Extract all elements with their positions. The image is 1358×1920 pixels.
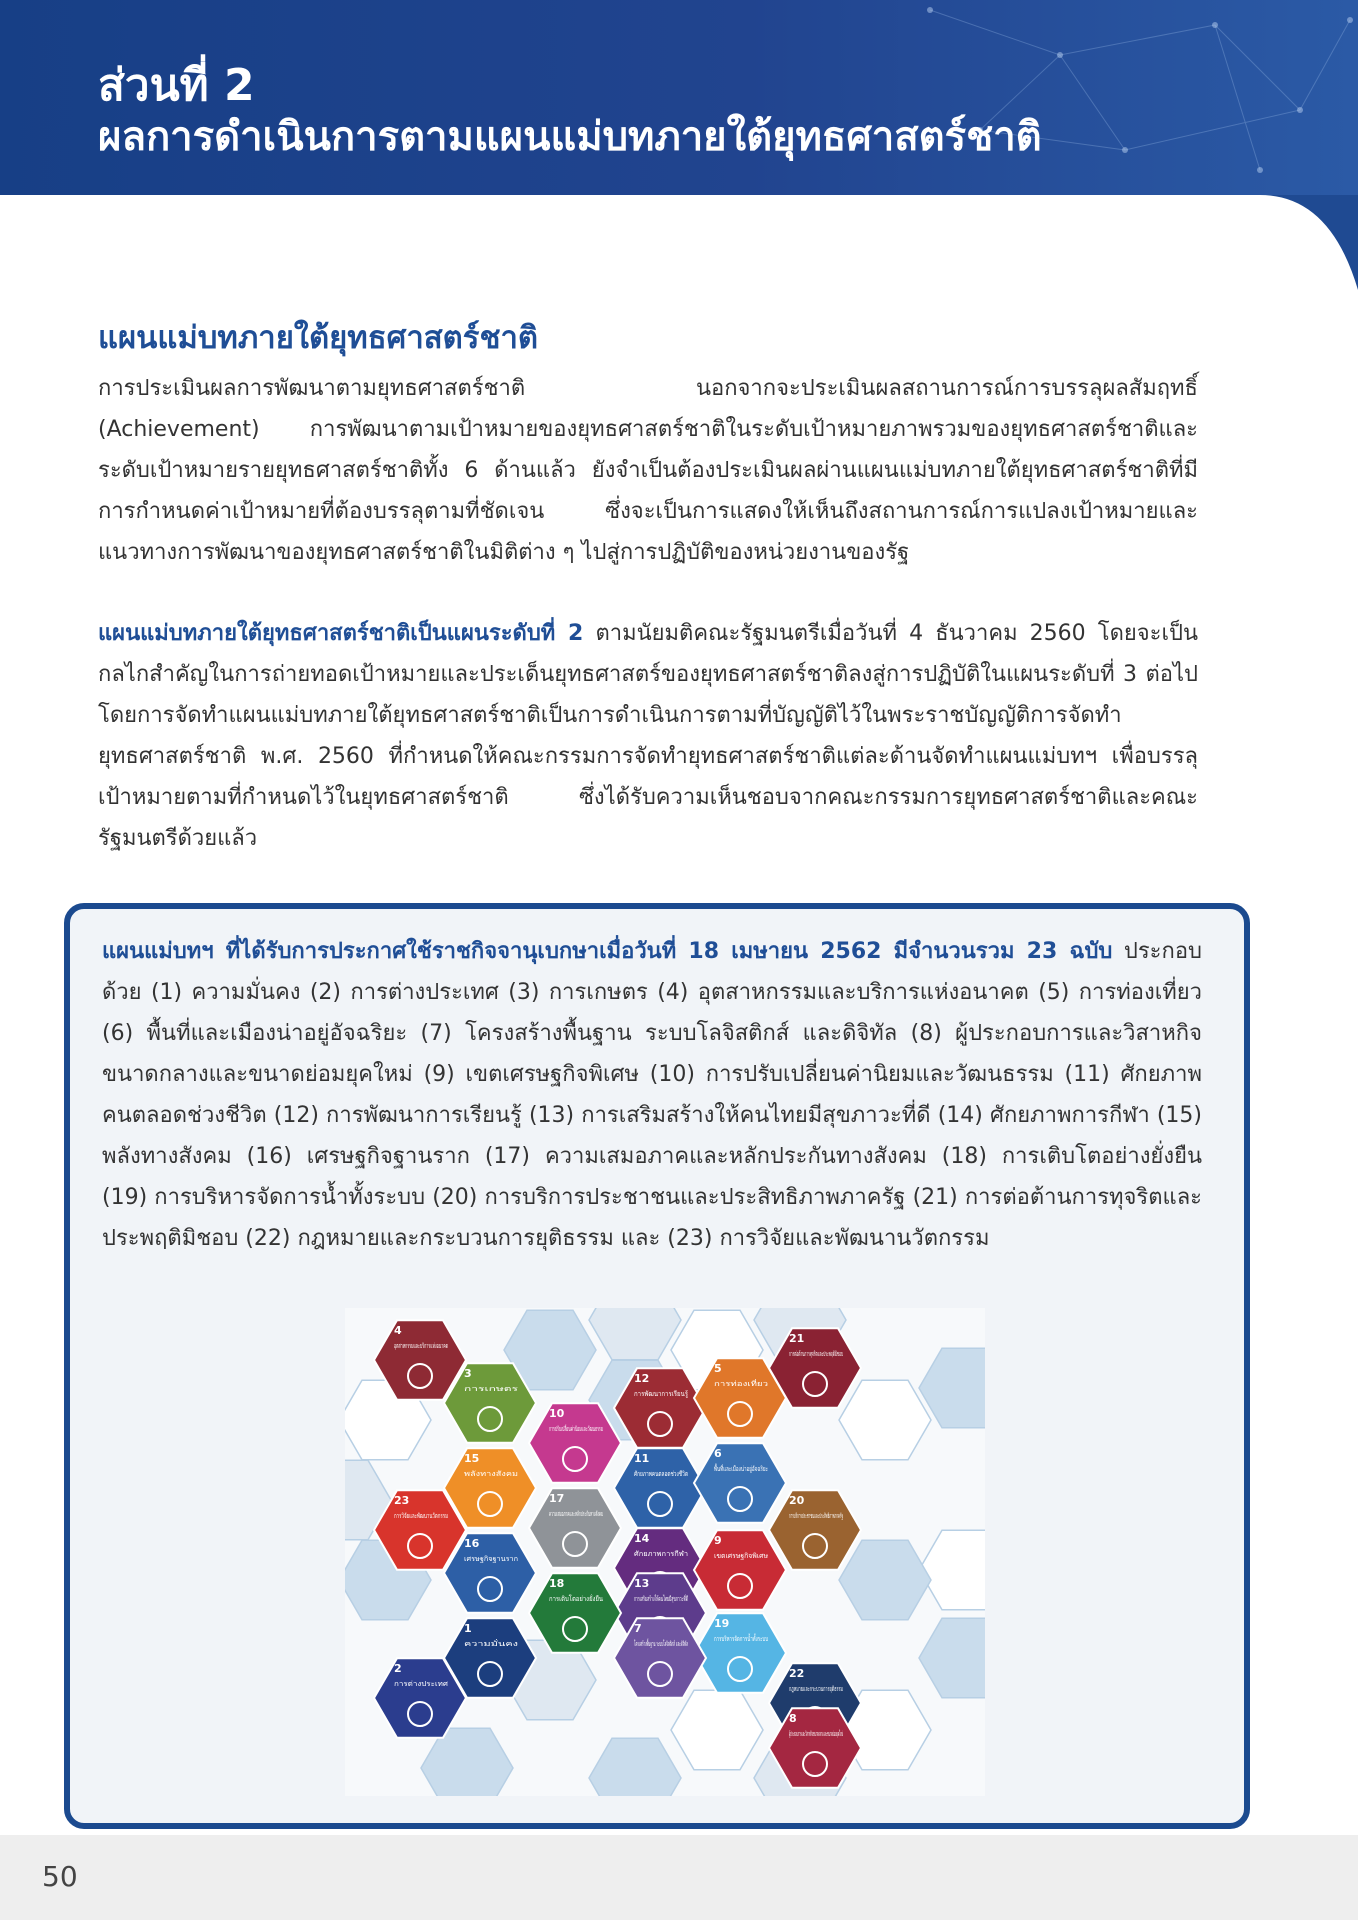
header-curve [0,0,1358,300]
hexagon-label: พื้นที่และเมืองน่าอยู่อัจฉริยะ [714,1465,797,1473]
hexagon-label: ศักยภาพคนตลอดช่วงชีวิต [634,1470,689,1478]
background-hexagon [589,1308,681,1360]
hexagon-label: การท่องเที่ยว [714,1380,754,1388]
hexagon-number: 6 [714,1447,722,1460]
hexagon-label: การพัฒนาการเรียนรู้ [634,1390,689,1398]
hexagon-label [634,1594,688,1603]
section-title: แผนแม่บทภายใต้ยุทธศาสตร์ชาติ [98,320,539,356]
hexagon-label: อุตสาหกรรมและบริการแห่งอนาคต [394,1342,449,1350]
hexagon-number: 10 [549,1407,565,1420]
master-plans-lead: แผนแม่บทฯ ที่ได้รับการประกาศใช้ราชกิจจานุเบกษาเมื่อวันที่ 18 เมษายน 2562 มีจำนวนรวม 23 ฉบับ [102,939,1113,964]
master-plans-text [102,931,1202,1259]
hexagon-number: 3 [464,1367,472,1380]
hexagon-label: การเกษตร [464,1385,519,1393]
hexagon-number: 15 [464,1452,480,1465]
hexagon-number: 19 [714,1617,730,1630]
background-hexagon [919,1618,985,1698]
master-plan-hex-17 [529,1488,621,1568]
master-plans-box [64,903,1250,1829]
footer-band [0,1835,1358,1920]
background-hexagon [589,1738,681,1796]
hexagon-number: 12 [634,1372,650,1385]
hexagon-number: 21 [789,1332,805,1345]
part-title: ผลการดำเนินการตามแผนแม่บทภายใต้ยุทธศาสตร์ชาติ [98,114,1042,160]
hexagon-label: การต่อต้านการทุจริตและประพฤติมิชอบ [789,1350,843,1358]
hexagon-label: การเติบโตอย่างยั่งยืน [549,1595,613,1603]
master-plan-hex-9 [694,1530,786,1610]
hexagon-label [549,1424,603,1433]
hexagon-label: พลังทางสังคม [464,1470,518,1478]
plan-paragraph-body: ตามนัยมติคณะรัฐมนตรีเมื่อวันที่ 4 ธันวาคม 2560 โดยจะเป็นกลไกสำคัญในการถ่ายทอดเป้าหมายและประเด็นยุทธศาสตร์ของยุทธศาสตร์ชาติลงสู่การปฏิบัติในแผนระดับที่ 3 ต่อไป โดยการจัดทำแผนแม่บทภายใต้ยุทธศาสตร์ชาติเป็นการดำเนินการตามที่บัญญัติไว้ในพระราชบัญญัติการจัดทำยุทธศาสตร์ชาติ พ.ศ. 2560 ที่กำหนดให้คณะกรรมการจัดทำยุทธศาสตร์ชาติแต่ละด้านจัดทำแผนแม่บทฯ เพื่อบรรลุเป้าหมายตามที่กำหนดไว้ในยุทธศาสตร์ชาติ ซึ่งได้รับความเห็นชอบจากคณะกรรมการยุทธศาสตร์ชาติและคณะรัฐมนตรีด้วยแล้ว [98,621,1198,851]
hexagon-label: กฎหมายและกระบวนการยุติธรรม [789,1685,843,1693]
hexagon-label: ความเสมอภาคและหลักประกันทางสังคม [549,1510,603,1518]
hexagon-label: ศักยภาพการกีฬา [634,1550,689,1558]
plan-paragraph [98,613,1198,859]
hexagon-label: ความมั่นคง [464,1640,499,1648]
page-number: 50 [42,1860,78,1893]
hexagon-number: 5 [714,1362,722,1375]
hexagon-number: 16 [464,1537,480,1550]
hexagon-number: 20 [789,1494,805,1507]
hexagon-number: 17 [549,1492,565,1505]
master-plans-hex-graphic [345,1308,985,1796]
hexagon-number: 13 [634,1577,650,1590]
master-plan-hex-11 [614,1448,706,1528]
hexagon-number: 2 [394,1662,402,1675]
hexagon-number: 9 [714,1534,722,1547]
hexagon-number: 4 [394,1324,402,1337]
background-hexagon [839,1380,931,1460]
hexagon-label: การต่างประเทศ [394,1680,449,1688]
plan-paragraph-lead: แผนแม่บทภายใต้ยุทธศาสตร์ชาติเป็นแผนระดับที่ 2 [98,621,584,646]
background-hexagon [919,1530,985,1610]
hexagon-label: เขตเศรษฐกิจพิเศษ [714,1552,769,1560]
master-plan-hex-20 [769,1490,861,1570]
intro-paragraph: การประเมินผลการพัฒนาตามยุทธศาสตร์ชาติ นอกจากจะประเมินผลสถานการณ์การบรรลุผลสัมฤทธิ์ (Achievement) การพัฒนาตามเป้าหมายของยุทธศาสตร์ชาติในระดับเป้าหมายภาพรวมของยุทธศาสตร์ชาติและระดับเป้าหมายรายยุทธศาสตร์ชาติทั้ง 6 ด้านแล้ว ยังจำเป็นต้องประเมินผลผ่านแผนแม่บทภายใต้ยุทธศาสตร์ชาติที่มีการกำหนดค่าเป้าหมายที่ต้องบรรลุตามที่ชัดเจน ซึ่งจะเป็นการแสดงให้เห็นถึงสถานการณ์การแปลงเป้าหมายและแนวทางการพัฒนาของยุทธศาสตร์ชาติในมิติต่าง ๆ ไปสู่การปฏิบัติของหน่วยงานของรัฐ [98,376,1198,565]
hexagon-number: 1 [464,1622,472,1635]
hexagon-label: เศรษฐกิจฐานราก [464,1555,518,1563]
hexagon-label: การวิจัยและพัฒนานวัตกรรม [394,1512,448,1520]
master-plans-list: ประกอบด้วย (1) ความมั่นคง (2) การต่างประเทศ (3) การเกษตร (4) อุตสาหกรรมและบริการแห่งอนาคต (5) การท่องเที่ยว (6) พื้นที่และเมืองน่าอยู่อัจฉริยะ (7) โครงสร้างพื้นฐาน ระบบโลจิสติกส์ และดิจิทัล (8) ผู้ประกอบการและวิสาหกิจขนาดกลางและขนาดย่อมยุคใหม่ (9) เขตเศรษฐกิจพิเศษ (10) การปรับเปลี่ยนค่านิยมและวัฒนธรรม (11) ศักยภาพคนตลอดช่วงชีวิต (12) การพัฒนาการเรียนรู้ (13) การเสริมสร้างให้คนไทยมีสุขภาวะที่ดี (14) ศักยภาพการกีฬา (15) พลังทางสังคม (16) เศรษฐกิจฐานราก (17) ความเสมอภาคและหลักประกันทางสังคม (18) การเติบโตอย่างยั่งยืน (19) การบริหารจัดการน้ำทั้งระบบ (20) การบริการประชาชนและประสิทธิภาพภาครัฐ (21) การต่อต้านการทุจริตและประพฤติมิชอบ (22) กฎหมายและกระบวนการยุติธรรม และ (23) การวิจัยและพัฒนานวัตกรรม [102,939,1202,1251]
background-hexagon [671,1690,763,1770]
hexagon-number: 23 [394,1494,410,1507]
hexagon-number: 18 [549,1577,565,1590]
hex-grid [345,1308,985,1796]
background-hexagon [839,1540,931,1620]
hexagon-label [789,1729,843,1738]
hexagon-number: 7 [634,1622,642,1635]
part-number: ส่วนที่ 2 [98,60,255,111]
hexagon-number: 14 [634,1532,650,1545]
hexagon-label: การบริการประชาชนและประสิทธิภาพภาครัฐ [789,1512,844,1520]
hexagon-number: 22 [789,1667,805,1680]
hexagon-number: 8 [789,1712,797,1725]
hexagon-label: การบริหารจัดการน้ำทั้งระบบ [714,1635,801,1643]
hexagon-number: 11 [634,1452,650,1465]
